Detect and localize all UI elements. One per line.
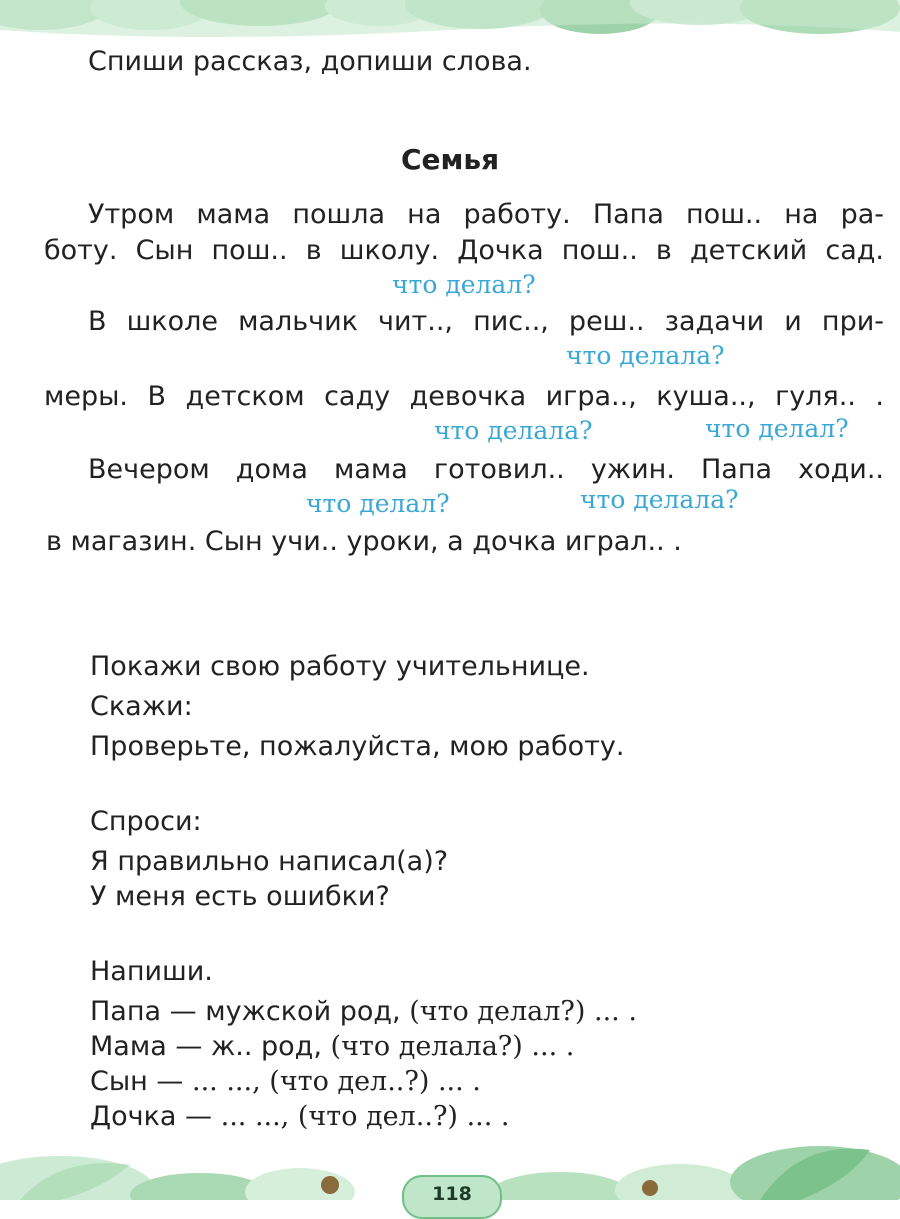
- row-dash: —: [156, 1066, 184, 1097]
- ask-line: У меня есть ошибки?: [90, 881, 390, 912]
- story-line: В школе мальчик чит.., пис.., реш.. задачи и при-: [88, 306, 884, 337]
- row-word: Дочка: [90, 1101, 177, 1132]
- row-blank: ... .: [437, 1066, 481, 1097]
- hint-question: что делала?: [566, 341, 725, 370]
- row-question: (что делал?): [409, 996, 586, 1027]
- story-line: боту. Сын пош.. в школу. Дочка пош.. в детский сад.: [44, 235, 884, 266]
- row-word: Сын: [90, 1066, 148, 1097]
- row-gender: ... ...,: [192, 1066, 261, 1097]
- write-label: Напиши.: [90, 956, 213, 987]
- row-dash: —: [185, 1101, 213, 1132]
- hint-question: что делала?: [580, 485, 739, 514]
- row-gender: мужской род,: [205, 996, 401, 1027]
- page-number: 118: [402, 1175, 502, 1219]
- row-question: (что дел..?): [297, 1101, 458, 1132]
- row-word: Мама: [90, 1031, 167, 1062]
- hint-question: что делала?: [434, 416, 593, 445]
- story-line: Утром мама пошла на работу. Папа пош.. на ра-: [88, 199, 884, 230]
- acorn-icon: [642, 1180, 658, 1196]
- write-row: [90, 1100, 509, 1134]
- row-gender: ж.. род,: [210, 1031, 322, 1062]
- story-line: Вечером дома мама готовил.. ужин. Папа ходи..: [88, 454, 884, 485]
- row-word: Папа: [90, 996, 162, 1027]
- show-work-prompt: Покажи свою работу учительнице.: [90, 651, 590, 682]
- row-gender: ... ...,: [220, 1101, 290, 1132]
- hint-question: что делал?: [306, 489, 450, 518]
- story-line: меры. В детском саду девочка игра.., куша.., гуля.. .: [44, 381, 884, 412]
- row-blank: ... .: [594, 996, 637, 1027]
- say-label: Скажи:: [90, 691, 193, 722]
- story-title: Семья: [400, 143, 500, 176]
- row-blank: ... .: [466, 1101, 510, 1132]
- row-question: (что делала?): [330, 1031, 523, 1062]
- row-question: (что дел..?): [269, 1066, 430, 1097]
- top-leaf-border: [0, 0, 900, 40]
- instruction: Спиши рассказ, допиши слова.: [88, 46, 532, 77]
- ask-label: Спроси:: [90, 806, 202, 837]
- hint-question: что делал?: [705, 414, 849, 443]
- write-row: [90, 1065, 481, 1099]
- row-dash: —: [169, 996, 197, 1027]
- acorn-icon: [321, 1176, 339, 1194]
- say-text: Проверьте, пожалуйста, мою работу.: [90, 731, 625, 762]
- row-dash: —: [175, 1031, 203, 1062]
- ask-line: Я правильно написал(а)?: [90, 846, 449, 877]
- story-line: в магазин. Сын учи.. уроки, а дочка играл.. .: [46, 526, 682, 557]
- row-blank: ... .: [531, 1031, 575, 1062]
- write-row: [90, 1030, 574, 1064]
- write-row: [90, 995, 637, 1029]
- hint-question: что делал?: [392, 270, 536, 299]
